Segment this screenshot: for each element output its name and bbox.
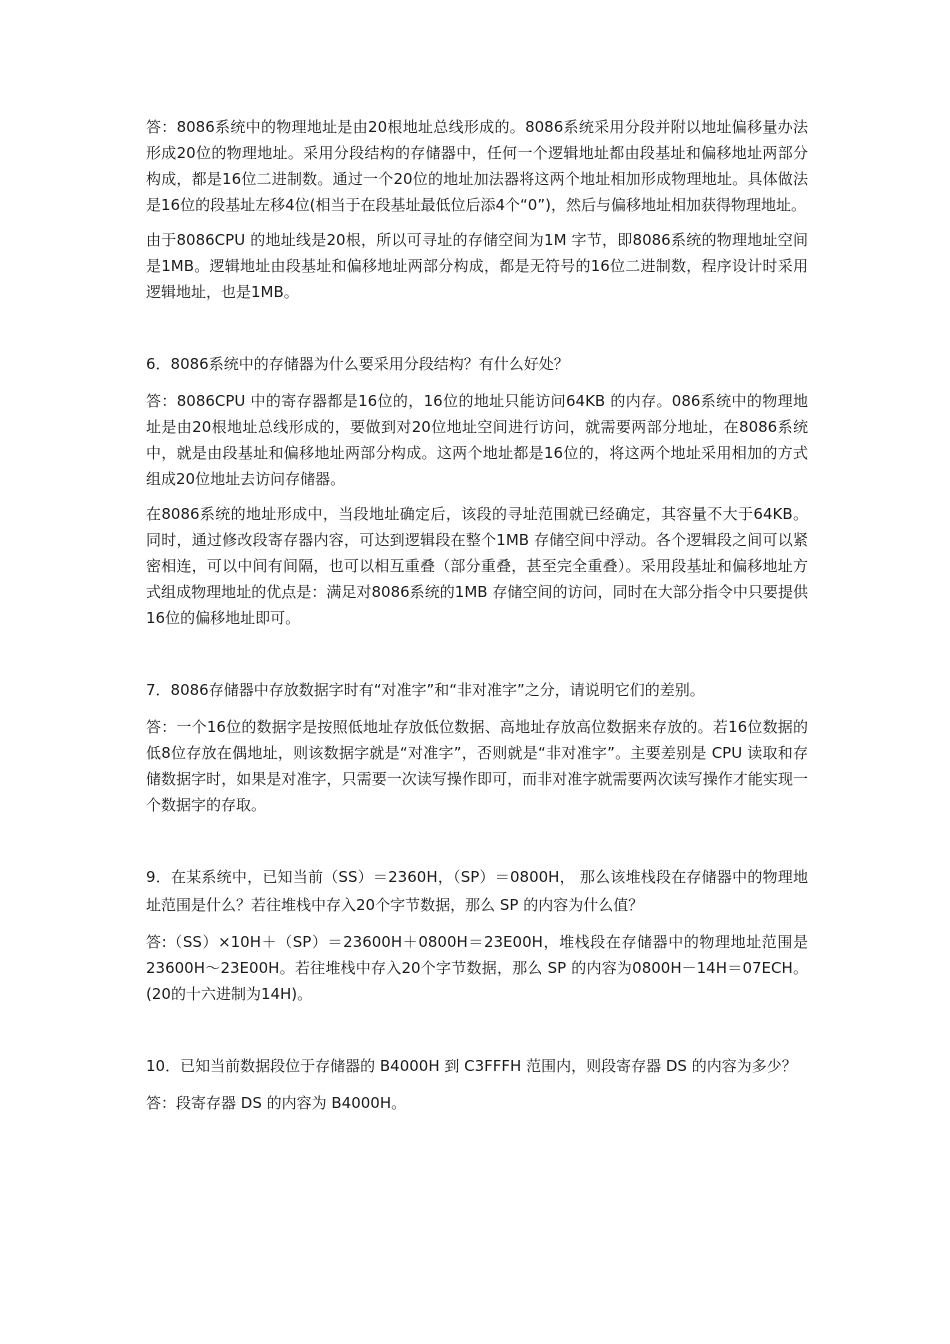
section-spacer [146,1016,808,1052]
section-spacer [146,314,808,350]
q5-answer-paragraph-2: 由于8086CPU 的地址线是20根，所以可寻址的存储空间为1M 字节，即8086系统的物理地址空间是1MB。逻辑地址由段基址和偏移地址两部分构成，都是无符号的16位二进制数，程序设计时采用逻辑地址，也是1MB。 [146,231,808,301]
q9-answer: 答:（SS）×10H＋（SP）＝23600H＋0800H＝23E00H，堆栈段在存储器中的物理地址范围是23600H～23E00H。若往堆栈中存入20个字节数据，那么 SP 的内容为0800H－14H＝07ECH。(20的十六进制为14H)。 [146,933,808,1003]
q5-answer-paragraph-1: 答：8086系统中的物理地址是由20根地址总线形成的。8086系统采用分段并附以地址偏移量办法形成20位的物理地址。采用分段结构的存储器中，任何一个逻辑地址都由段基址和偏移地址两部分构成，都是16位二进制数。通过一个20位的地址加法器将这两个地址相加形成物理地址。具体做法是16位的段基址左移4位(相当于在段基址最低位后添4个“0”)，然后与偏移地址相加获得物理地址。 [146,118,808,214]
q7-answer: 答：一个16位的数据字是按照低地址存放低位数据、高地址存放高位数据来存放的。若16位数据的低8位存放在偶地址，则该数据字就是“对准字”，否则就是“非对准字”。主要差别是 CPU 读取和存储数据字时，如果是对准字，只需要一次读写操作即可，而非对准字就需要两次读写操作才能实现一个数据字的存取。 [146,718,808,814]
q10-question: 10．已知当前数据段位于存储器的 B4000H 到 C3FFFH 范围内，则段寄存器 DS 的内容为多少？ [146,1057,797,1075]
q6-answer-paragraph-2: 在8086系统的地址形成中，当段地址确定后，该段的寻址范围就已经确定，其容量不大于64KB。同时，通过修改段寄存器内容，可达到逻辑段在整个1MB 存储空间中浮动。各个逻辑段之间可以紧密相连，可以中间有间隔，也可以相互重叠（部分重叠，甚至完全重叠）。采用段基址和偏移地址方式组成物理地址的优点是：满足对8086系统的1MB 存储空间的访问，同时在大部分指令中只要提供16位的偏移地址即可。 [146,505,808,627]
section-spacer [146,827,808,863]
document-body [146,114,808,1125]
q7-question: 7．8086存储器中存放数据字时有“对准字”和“非对准字”之分，请说明它们的差别。 [146,681,705,699]
q6-answer-paragraph-1: 答：8086CPU 中的寄存器都是16位的，16位的地址只能访问64KB 的内存。086系统中的物理地址是由20根地址总线形成的，要做到对20位地址空间进行访问，就需要两部分地址，在8086系统中，就是由段基址和偏移地址两部分构成。这两个地址都是16位的，将这两个地址采用相加的方式组成20位地址去访问存储器。 [146,392,808,488]
q9-question: 9．在某系统中，已知当前（SS）＝2360H，（SP）＝0800H， 那么该堆栈段在存储器中的物理地址范围是什么？若往堆栈中存入20个字节数据，那么 SP 的内容为什么值？ [146,868,808,914]
q10-answer: 答：段寄存器 DS 的内容为 B4000H。 [146,1094,407,1112]
section-spacer [146,640,808,676]
q6-question: 6．8086系统中的存储器为什么要采用分段结构？有什么好处？ [146,355,569,373]
